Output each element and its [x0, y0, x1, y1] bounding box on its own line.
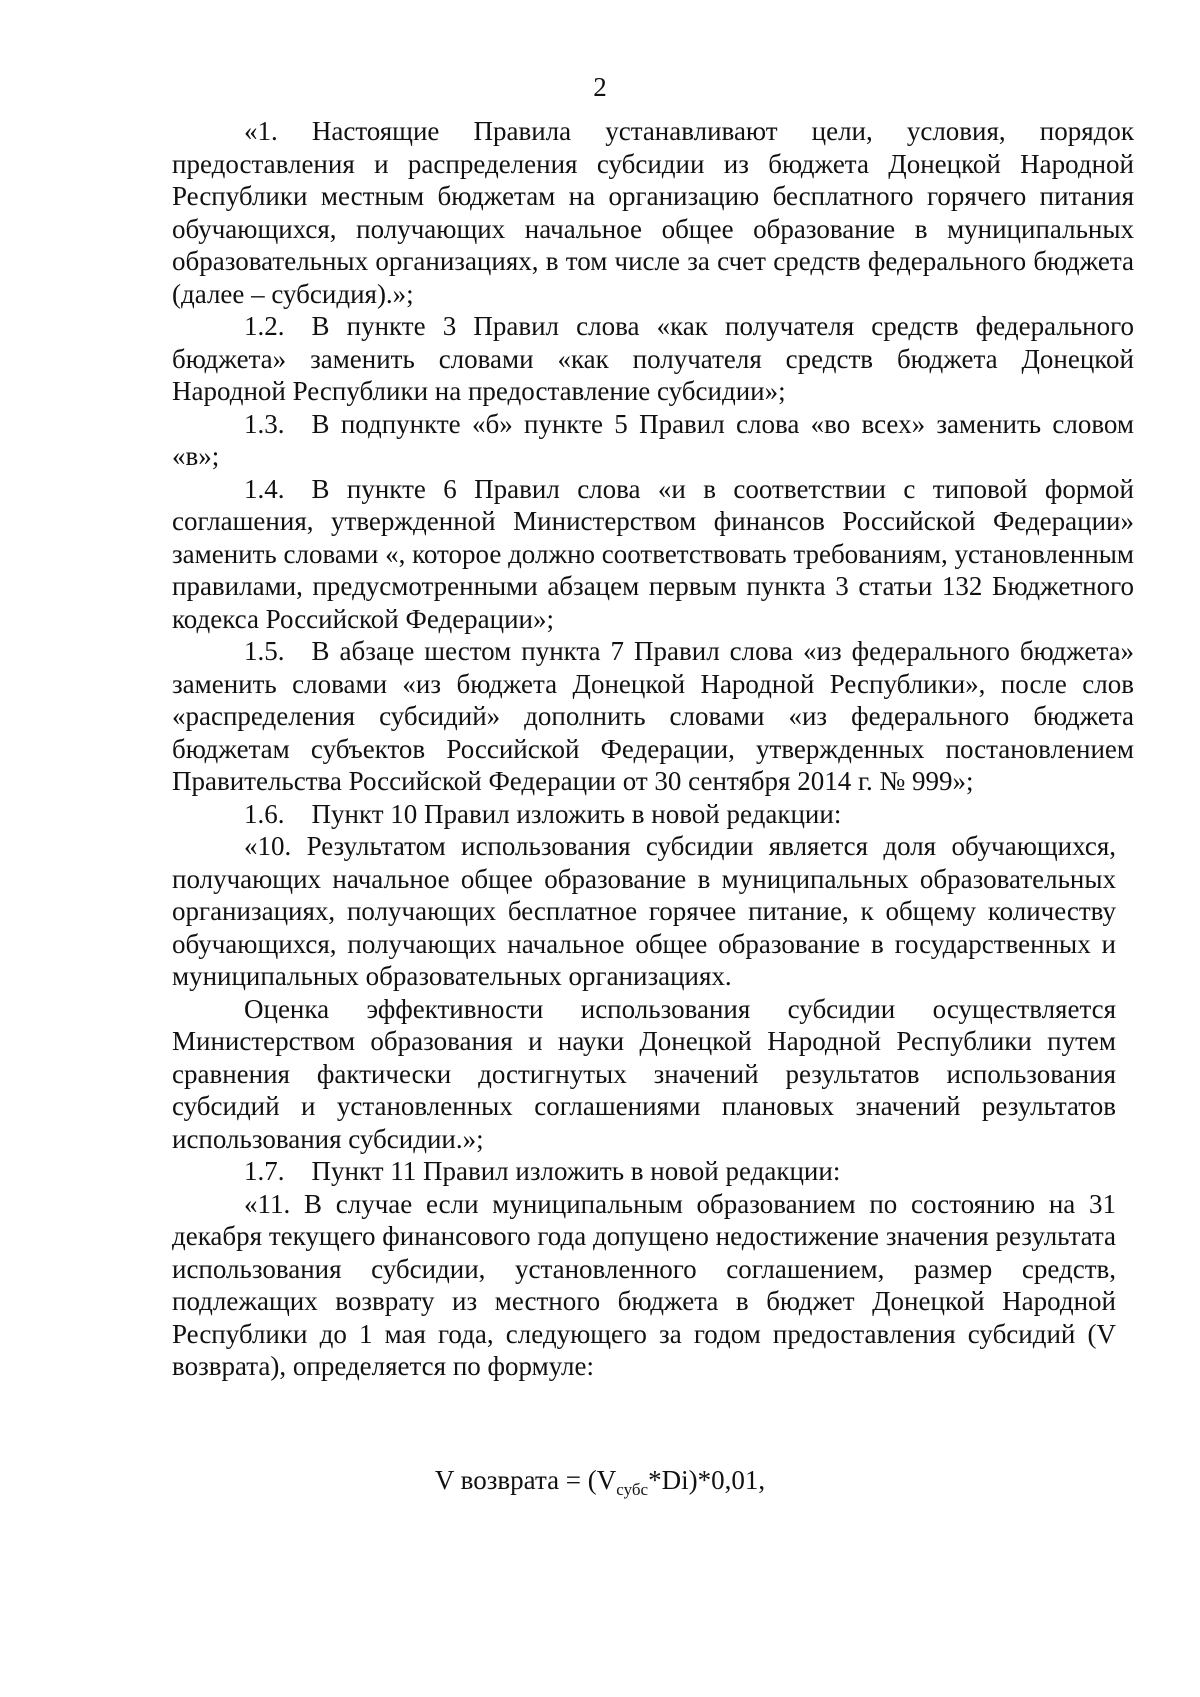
paragraph-1-7: 1.7. Пункт 11 Правил изложить в новой редакции: — [244, 1156, 841, 1186]
quoted-point-10-evaluation: Оценка эффективности использования субсидии осуществляется Министерством образования и науки Донецкой Народной Республики путем сравнения фактически достигнутых значений результатов использования субсидий и установленных соглашениями плановых значений результатов использования субсидии.»; — [172, 993, 1116, 1154]
paragraph-1-2: 1.2. В пункте 3 Правил слова «как получателя средств федерального бюджета» заменить словами «как получателя средств бюджета Донецкой Народной Республики на предоставление субсидии»; — [172, 311, 1134, 406]
paragraph-1-3: 1.3. В подпункте «б» пункте 5 Правил слова «во всех» заменить словом «в»; — [172, 408, 1134, 471]
paragraph-1: «1. Настоящие Правила устанавливают цели, условия, порядок предоставления и распределения субсидии из бюджета Донецкой Народной Республики местным бюджетам на организацию бесплатного горячего питания обучающихся, получающих начальное общее образование в муниципальных образовательных организациях, в том числе за счет средств федерального бюджета (далее – субсидия).»; — [172, 116, 1134, 309]
document-body — [172, 115, 1134, 1383]
paragraph-1-5: 1.5. В абзаце шестом пункта 7 Правил слова «из федерального бюджета» заменить словами «из бюджета Донецкой Народной Республики», после слов «распределения субсидий» дополнить словами «из федерального бюджета бюджетам субъектов Российской Федерации, утвержденных постановлением Правительства Российской Федерации от 30 сентября 2014 г. № 999»; — [172, 636, 1134, 796]
refund-formula — [0, 1464, 1200, 1499]
page-number: 2 — [593, 72, 607, 102]
quoted-point-10: «10. Результатом использования субсидии является доля обучающихся, получающих начальное общее образование в муниципальных образовательных организациях, получающих бесплатное горячее питание, к общему количеству обучающихся, получающих начальное общее образование в государственных и муниципальных образовательных организациях. — [172, 831, 1116, 991]
formula-subscript: субс — [616, 1480, 649, 1499]
paragraph-1-4: 1.4. В пункте 6 Правил слова «и в соответствии с типовой формой соглашения, утвержденной Министерством финансов Российской Федерации» заменить словами «, которое должно соответствовать требованиям, установленным правилами, предусмотренными абзацем первым пункта 3 статьи 132 Бюджетного кодекса Российской Федерации»; — [172, 473, 1134, 634]
formula-left: V возврата = (V — [434, 1465, 617, 1495]
quoted-point-11: «11. В случае если муниципальным образованием по состоянию на 31 декабря текущего финансового года допущено недостижение значения результата использования субсидии, установленного соглашением, размер средств, подлежащих возврату из местного бюджета в бюджет Донецкой Народной Республики до 1 мая года, следующего за годом предоставления субсидий (V возврата), определяется по формуле: — [172, 1188, 1116, 1381]
paragraph-1-6: 1.6. Пункт 10 Правил изложить в новой редакции: — [244, 798, 842, 829]
formula-right: *Di)*0,01, — [648, 1465, 766, 1495]
